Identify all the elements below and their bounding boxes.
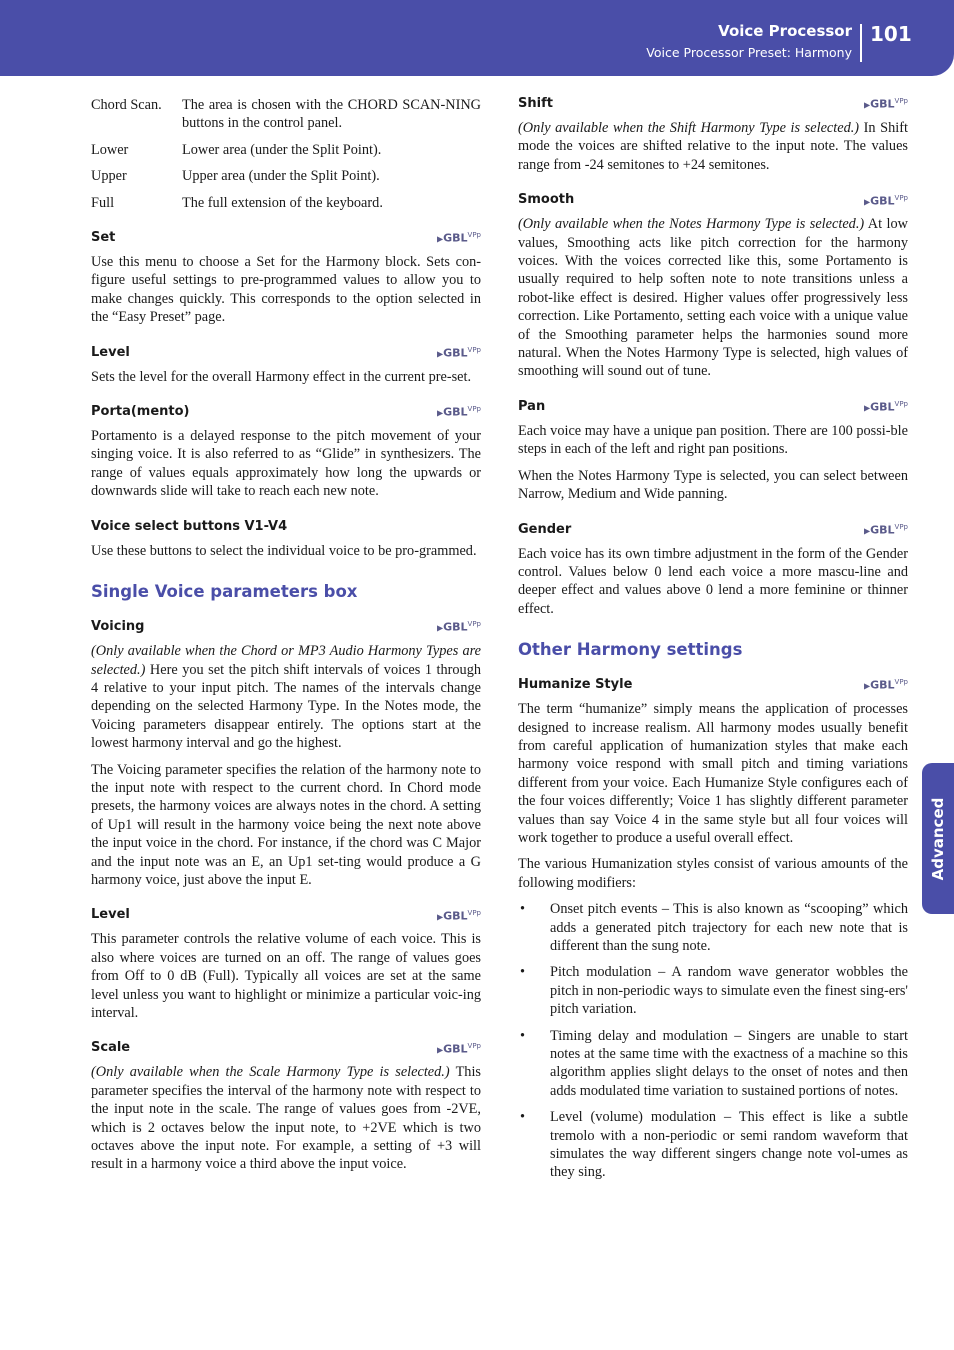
param-heading-shift (518, 96, 908, 111)
play-arrow-icon: ▶ (436, 349, 444, 359)
header-divider (860, 24, 862, 62)
option-key: Chord Scan. (91, 97, 162, 113)
param-description: The Voicing parameter specifies the relation of the harmony note to the input note with respect to the current chord. In Chord mode presets, the harmony voices are always notes in the chord. A setting of Up1 will result in the harmony voice being the next note above the input voice in the chord. For instance, if the chord was C Major and the input note was an E, an Up1 set-ting would produce a G harmony voice, just above the input E. (91, 761, 481, 888)
right-column (518, 96, 908, 1190)
gbl-badge: $▶GBL^{VPp}$ (863, 678, 908, 693)
option-value: Upper area (under the Split Point). (182, 168, 380, 185)
param-description: Portamento is a delayed response to the pitch movement of your singing voice. It is also referred to as “Glide” in synthesizers. The range of values equals approximately how long the upwards or downwards slide will take to reach each new note. (91, 428, 481, 500)
option-value: The area is chosen with the CHORD SCAN-NING buttons in the control panel. (182, 97, 481, 132)
param-description: The various Humanization styles consist of various amounts of the following modifiers: (518, 856, 908, 891)
availability-note: (Only available when the Notes Harmony Type is selected.) (518, 216, 865, 233)
param-description: This parameter controls the relative volume of each voice. This is also where voices are turned on an off. The range of values goes from Off to 0 dB (Full). Typically all voices are set at the same level unless you want to highlight or minimize a particular voic-ing interval. (91, 931, 481, 1021)
param-title: Humanize Style (518, 677, 633, 693)
param-heading-level (91, 345, 481, 360)
gbl-badge: $▶GBL^{VPp}$ (436, 1041, 481, 1056)
section-title: Voice Processor (718, 22, 852, 40)
option-value: The full extension of the keyboard. (182, 194, 383, 211)
param-title: Shift (518, 96, 553, 111)
param-description: (Only available when the Scale Harmony Type is selected.) This parameter specifies the interval of the harmony note with respect to the input note in the scale. The range of values goes from -2VE, which is 2 octaves below the input note, to +2VE which is two octaves above the input note. For example, a setting of +3 will result in a harmony voice a third above the input voice. (91, 1064, 481, 1173)
play-arrow-icon: ▶ (863, 403, 871, 413)
param-title: Voice select buttons V1-V4 (91, 518, 288, 534)
param-description: (Only available when the Notes Harmony Type is selected.) At low values, Smoothing acts like pitch correction for the harmony voices. With the voices corrected like this, some Portamento is usually required to help soften note to note transitions unless a robot-like effect is desired. Higher values offer progressively less correction. Like Portamento, setting each voice with a unique value of the Smoothing parameter helps the harmonies sound more natural. When the Notes Harmony Type is selected, high values of smoothing will sound out of tune. (518, 216, 908, 380)
param-heading-smooth (518, 192, 908, 207)
page-number: 101 (870, 22, 912, 46)
section-heading: Single Voice parameters box (91, 582, 358, 602)
param-title: Smooth (518, 192, 575, 208)
param-title: Level (91, 907, 130, 923)
param-heading-humanize (518, 677, 908, 692)
param-heading-voice-select (91, 519, 481, 534)
play-arrow-icon: ▶ (436, 624, 444, 634)
param-title: Voicing (91, 619, 145, 635)
param-title: Porta(mento) (91, 404, 190, 420)
play-arrow-icon: ▶ (436, 409, 444, 419)
play-arrow-icon: ▶ (863, 682, 871, 692)
availability-note: (Only available when the Scale Harmony Type is selected.) (91, 1064, 450, 1081)
play-arrow-icon: ▶ (436, 235, 444, 245)
section-heading: Other Harmony settings (518, 640, 743, 660)
play-arrow-icon: ▶ (863, 101, 871, 110)
play-arrow-icon: ▶ (863, 526, 871, 536)
availability-note: (Only available when the Shift Harmony Type is selected.) (518, 120, 860, 136)
option-row (91, 167, 481, 185)
param-description: Each voice may have a unique pan position. There are 100 possi-ble steps in each of the left and right pan positions. (518, 422, 908, 458)
option-key: Upper (91, 168, 127, 185)
option-row (91, 96, 481, 133)
gbl-badge: $▶GBL^{VPp}$ (436, 405, 481, 420)
list-item: • Pitch modulation – A random wave generator wobbles the pitch in non-periodic ways to simulate even the finest sing-ers' pitch variation. (518, 963, 908, 1018)
gbl-badge: $▶GBL^{VPp}$ (863, 97, 908, 111)
play-arrow-icon: ▶ (436, 1045, 444, 1055)
option-key: Full (91, 194, 115, 211)
availability-note: (Only available when the Chord or MP3 Audio Harmony Types are selected.) (91, 643, 481, 678)
gbl-badge: $▶GBL^{VPp}$ (436, 908, 481, 923)
chapter-tab-label: Advanced (929, 797, 947, 880)
param-description: The term “humanize” simply means the application of processes designed to increase realism. All harmony modes usually benefit from careful application of humanization styles that make each harmony voice respond with small pitch and timing variations different from your voice. Each Humanize Style configures each of the four voices differently; Voice 1 has slightly different parameter values than say Voice 4 in the same style but all four voices will work together to produce a useful overall effect. (518, 701, 908, 846)
param-title: Set (91, 230, 116, 246)
param-heading-pan (518, 399, 908, 414)
param-title: Pan (518, 398, 546, 414)
param-title: Gender (518, 521, 572, 537)
param-heading-porta (91, 404, 481, 419)
gbl-badge: $▶GBL^{VPp}$ (863, 400, 908, 414)
left-column (91, 96, 481, 1182)
modifier-list (518, 900, 908, 1182)
chapter-tab (922, 763, 954, 914)
param-title: Scale (91, 1040, 131, 1056)
gbl-badge: $▶GBL^{VPp}$ (436, 346, 481, 360)
option-key: Lower (91, 141, 129, 158)
gbl-badge: $▶GBL^{VPp}$ (436, 620, 481, 635)
param-description: Each voice has its own timbre adjustment in the form of the Gender control. Values below 0 lend each voice a more mascu-line and deeper effect and values above 0 lend a more feminine or thinner effect. (518, 545, 908, 617)
param-heading-voice-level (91, 907, 481, 922)
subsection-title: Voice Processor Preset: Harmony (646, 45, 852, 60)
gbl-badge: $▶GBL^{VPp}$ (863, 522, 908, 537)
param-heading-set (91, 230, 481, 245)
gbl-badge: $▶GBL^{VPp}$ (436, 231, 481, 246)
param-description: (Only available when the Chord or MP3 Audio Harmony Types are selected.) Here you set the pitch shift intervals of voices 1 through 4 relative to your input pitch. The names of the intervals change depending on the selected Harmony Type. In the Notes mode, the Voicing parameters disappear entirely. The options start at the lowest harmony interval and go the highest. (91, 643, 481, 752)
page-header (0, 0, 954, 76)
param-description: Use these buttons to select the individual voice to be pro-grammed. (91, 542, 477, 559)
param-title: Level (91, 344, 130, 360)
option-row (91, 141, 481, 159)
param-description: (Only available when the Shift Harmony Type is selected.) In Shift mode the voices are shifted relative to the input note. The values range from -24 semitones to +24 semitones. (518, 120, 908, 173)
option-row (91, 194, 481, 212)
param-heading-gender (518, 522, 908, 537)
option-value: Lower area (under the Split Point). (182, 141, 382, 158)
param-description: Use this menu to choose a Set for the Harmony block. Sets con-figure useful settings to pre-programmed values to allow you to make changes quickly. This corresponds to the option selected in the “Easy Preset” page. (91, 254, 481, 326)
play-arrow-icon: ▶ (863, 197, 871, 207)
list-item: • Level (volume) modulation – This effect is like a subtle tremolo with a non-periodic or semi random waveform that simulates the way different singers change note vol-umes as they sing. (518, 1108, 908, 1182)
list-item: • Timing delay and modulation – Singers are unable to start notes at the same time with the exactness of a machine so this algorithm applies slight delays to the onset of notes and then adds modulated time variation to sustained portions of notes. (518, 1027, 908, 1101)
param-heading-voicing (91, 619, 481, 634)
play-arrow-icon: ▶ (436, 912, 444, 922)
param-description: Sets the level for the overall Harmony effect in the current pre-set. (91, 368, 472, 385)
gbl-badge: $▶GBL^{VPp}$ (863, 193, 908, 208)
list-item: • Onset pitch events – This is also known as “scooping” which adds a generated pitch trajectory for each new note that is different than the sung note. (518, 900, 908, 955)
param-description: When the Notes Harmony Type is selected, you can select between Narrow, Medium and Wide panning. (518, 467, 908, 503)
param-heading-scale (91, 1040, 481, 1055)
